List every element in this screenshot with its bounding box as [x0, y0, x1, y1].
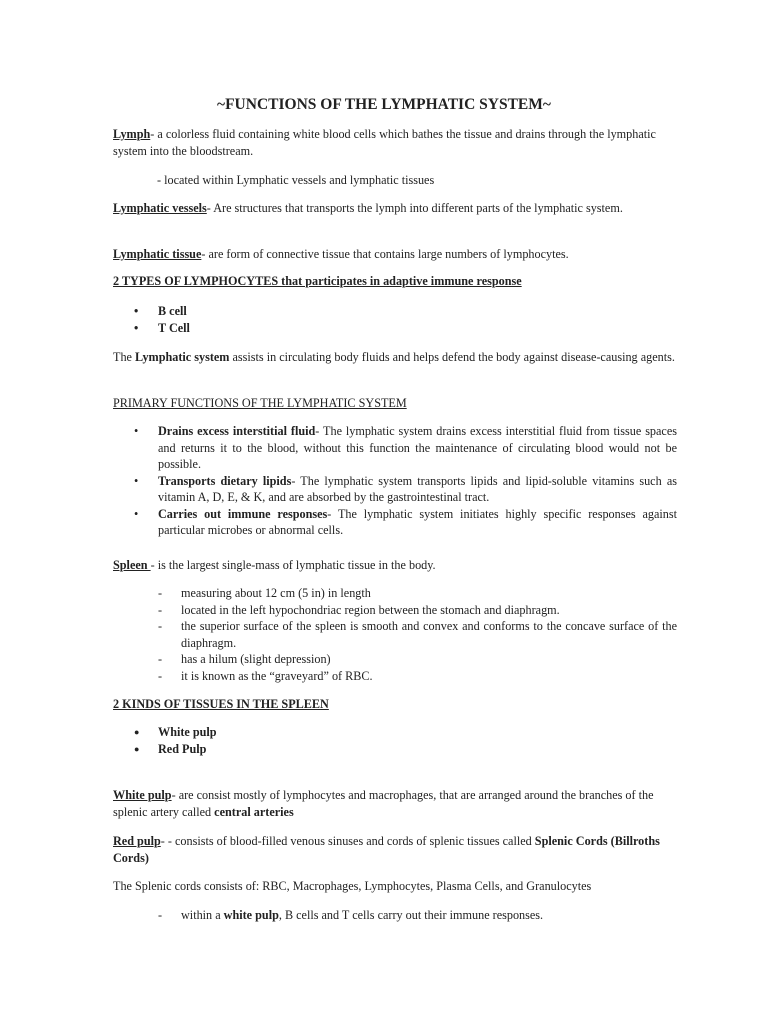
function-term: Transports dietary lipids [158, 473, 292, 488]
spleen-tissues-list [113, 724, 677, 757]
vessels-def-text: - Are structures that transports the lymph into different parts of the lymphatic system. [206, 201, 623, 215]
spleen-definition [113, 557, 677, 574]
lymphatic-system-sentence [113, 349, 677, 366]
list-item: ● White pulp [113, 724, 677, 741]
lymphocyte-list [113, 303, 677, 336]
lymphatic-system-term: Lymphatic system [135, 350, 230, 364]
note-text: , B cells and T cells carry out their immune responses. [278, 908, 544, 922]
spleen-tissues-heading: 2 KINDS OF TISSUES IN THE SPLEEN [113, 697, 329, 711]
spleen-facts-list [113, 585, 677, 684]
lymph-location-note: - located within Lymphatic vessels and lymphatic tissues [157, 173, 435, 187]
list-item: ● Red Pulp [113, 741, 677, 758]
splenic-cords-term: Splenic Cords (Billroths Cords) [113, 834, 660, 865]
primary-functions-heading: PRIMARY FUNCTIONS OF THE LYMPHATIC SYSTEM [113, 396, 407, 410]
function-text: - The lymphatic system initiates highly specific responses against particular microbes or abnormal cells. [158, 506, 677, 537]
list-item [113, 907, 677, 924]
white-pulp-inline-term: white pulp [223, 908, 279, 922]
white-pulp-term: White pulp [113, 788, 172, 802]
page-title: ~FUNCTIONS OF THE LYMPHATIC SYSTEM~ [217, 96, 551, 113]
tissue-def-text: - are form of connective tissue that contains large numbers of lymphocytes. [201, 247, 569, 261]
sentence-prefix: The [113, 350, 135, 364]
red-pulp-def-text: - - consists of blood-filled venous sinuses and cords of splenic tissues called [160, 834, 535, 848]
list-item: - has a hilum (slight depression) [113, 651, 677, 668]
list-item: - it is known as the “graveyard” of RBC. [113, 668, 677, 685]
function-text: - The lymphatic system drains excess interstitial fluid from tissue spaces and returns it to the blood, without this function the maintenance of circulating blood would not be possible. [158, 424, 677, 471]
list-item [113, 423, 677, 473]
lymphocytes-heading: 2 TYPES OF LYMPHOCYTES that participates in adaptive immune response [113, 274, 522, 288]
list-item: • B cell [113, 303, 677, 320]
lymph-term: Lymph [113, 127, 151, 141]
red-pulp-definition [113, 833, 677, 866]
list-item: - measuring about 12 cm (5 in) in length [113, 585, 677, 602]
function-text: - The lymphatic system transports lipids and lipid-soluble vitamins such as vitamin A, D, E, & K, and are absorbed by the gastrointestinal tract. [158, 473, 677, 504]
primary-functions-list [113, 423, 677, 539]
lymph-definition [113, 126, 677, 159]
list-item: - the superior surface of the spleen is smooth and convex and conforms to the concave surface of the diaphragm. [113, 618, 677, 651]
vessels-term: Lymphatic vessels [113, 201, 207, 215]
function-term: Drains excess interstitial fluid [158, 424, 316, 438]
sentence-text: assists in circulating body fluids and helps defend the body against disease-causing agents. [229, 350, 675, 364]
note-prefix: within a [181, 908, 224, 922]
list-item [113, 506, 677, 539]
list-item: - located in the left hypochondriac region between the stomach and diaphragm. [113, 602, 677, 619]
white-pulp-def-text: - are consist mostly of lymphocytes and macrophages, that are arranged around the branches of the splenic artery called [113, 788, 654, 819]
splenic-cords-sentence: The Splenic cords consists of: RBC, Macrophages, Lymphocytes, Plasma Cells, and Granulocytes [113, 879, 592, 893]
spleen-def-text: - is the largest single-mass of lymphatic tissue in the body. [150, 558, 436, 572]
white-pulp-note-list [113, 907, 677, 924]
spleen-term: Spleen [113, 558, 151, 572]
white-pulp-definition [113, 787, 677, 820]
vessels-definition [113, 200, 677, 217]
central-arteries-term: central arteries [214, 804, 294, 819]
tissue-term: Lymphatic tissue [113, 247, 202, 261]
function-term: Carries out immune responses [158, 506, 328, 521]
lymph-def-text: - a colorless fluid containing white blood cells which bathes the tissue and drains through the lymphatic system into the bloodstream. [113, 127, 656, 158]
red-pulp-term: Red pulp [113, 834, 161, 848]
list-item: • T Cell [113, 320, 677, 337]
tissue-definition [113, 246, 677, 263]
list-item [113, 473, 677, 506]
